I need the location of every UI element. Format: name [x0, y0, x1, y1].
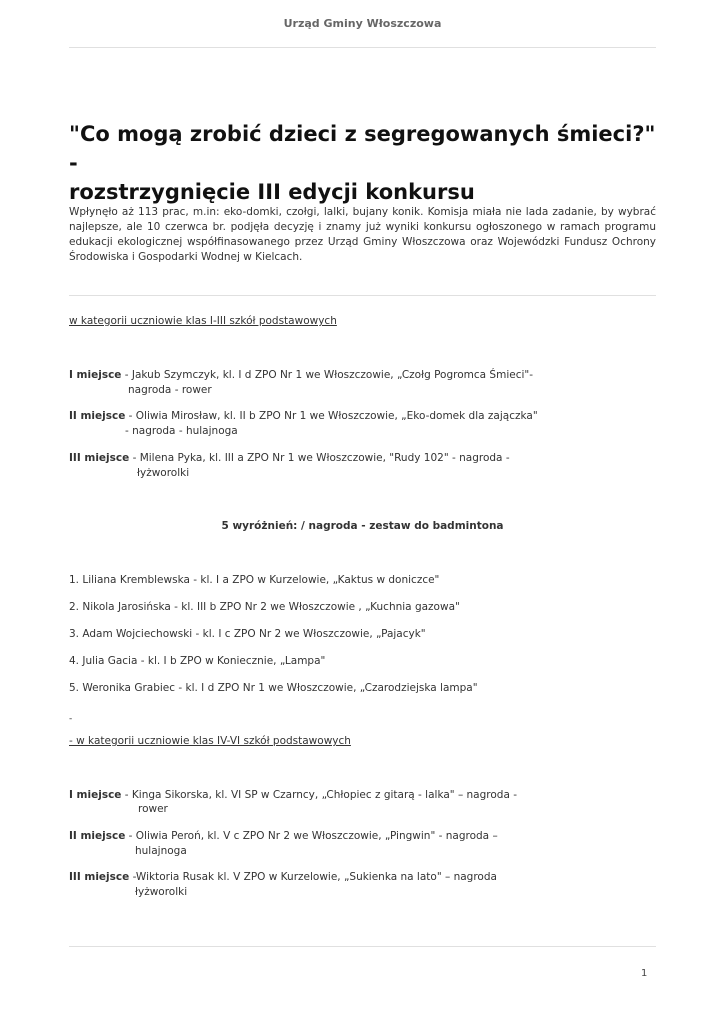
cat1-place-3-prize: łyżworolki [137, 467, 190, 479]
article-title [69, 120, 659, 207]
distinction-item: 1. Liliana Kremblewska - kl. I a ZPO w Kurzelowie, „Kaktus w doniczce" [69, 574, 440, 586]
page-number: 1 [641, 968, 648, 979]
cat1-place-1-prize: nagroda - rower [128, 384, 212, 396]
place-text: - Milena Pyka, kl. III a ZPO Nr 1 we Włoszczowie, "Rudy 102" - nagroda - [129, 452, 510, 464]
cat2-place-1 [69, 788, 517, 803]
place-label: II miejsce [69, 410, 126, 422]
header-divider [69, 47, 656, 48]
distinction-item: 4. Julia Gacia - kl. I b ZPO w Koniecznie, „Lampa" [69, 655, 326, 667]
place-label: I miejsce [69, 789, 122, 801]
place-text: - Jakub Szymczyk, kl. I d ZPO Nr 1 we Włoszczowie, „Czołg Pogromca Śmieci"- [121, 369, 534, 381]
place-label: III miejsce [69, 871, 130, 883]
place-text: - Oliwia Peroń, kl. V c ZPO Nr 2 we Włoszczowie, „Pingwin" - nagroda – [125, 830, 498, 842]
place-text: - Oliwia Mirosław, kl. II b ZPO Nr 1 we Włoszczowie, „Eko-domek dla zajączka" [125, 410, 538, 422]
cat1-place-2-prize: - nagroda - hulajnoga [125, 425, 238, 437]
distinction-item: 3. Adam Wojciechowski - kl. I c ZPO Nr 2 we Włoszczowie, „Pajacyk" [69, 628, 426, 640]
place-label: I miejsce [69, 369, 122, 381]
cat2-place-1-prize: rower [138, 803, 168, 815]
cat2-place-3 [69, 870, 497, 885]
cat2-place-2 [69, 829, 498, 844]
article-title-line-1: "Co mogą zrobić dzieci z segregowanych śmieci?" - [69, 122, 656, 175]
category-1-heading: w kategorii uczniowie klas I-III szkół podstawowych [69, 315, 337, 327]
footer-divider [69, 946, 656, 947]
cat2-place-3-prize: łyżworolki [135, 886, 188, 898]
place-label: III miejsce [69, 452, 130, 464]
cat1-place-3 [69, 451, 510, 466]
site-header: Urząd Gminy Włoszczowa [283, 17, 442, 30]
separator-dash: - [69, 714, 73, 724]
distinctions-heading: 5 wyróżnień: / nagroda - zestaw do badmintona [221, 520, 504, 532]
distinction-item: 5. Weronika Grabiec - kl. I d ZPO Nr 1 we Włoszczowie, „Czarodziejska lampa" [69, 682, 478, 694]
distinction-item: 2. Nikola Jarosińska - kl. III b ZPO Nr 2 we Włoszczowie , „Kuchnia gazowa" [69, 601, 460, 613]
category-2-heading: - w kategorii uczniowie klas IV-VI szkół podstawowych [69, 735, 351, 747]
article-intro: Wpłynęło aż 113 prac, m.in: eko-domki, czołgi, lalki, bujany konik. Komisja miała nie lada zadanie, by wybrać najlepsze, ale 10 czerwca br. podjęła decyzję i znamy już wyniki konkursu ogłoszonego w ramach programu edukacji ekologicznej współfinasowanego przez Urząd Gminy Włoszczowa oraz Wojewódzki Fundusz Ochrony Środowiska i Gospodarki Wodnej w Kielcach. [69, 206, 656, 263]
place-label: II miejsce [69, 830, 126, 842]
place-text: - Kinga Sikorska, kl. VI SP w Czarncy, „Chłopiec z gitarą - lalka" – nagroda - [121, 789, 518, 801]
place-text: -Wiktoria Rusak kl. V ZPO w Kurzelowie, „Sukienka na lato" – nagroda [129, 871, 497, 883]
cat2-place-2-prize: hulajnoga [135, 845, 187, 857]
section-divider [69, 295, 656, 296]
cat1-place-2 [69, 409, 538, 424]
article-title-line-2: rozstrzygnięcie III edycji konkursu [69, 180, 475, 204]
cat1-place-1 [69, 368, 533, 383]
